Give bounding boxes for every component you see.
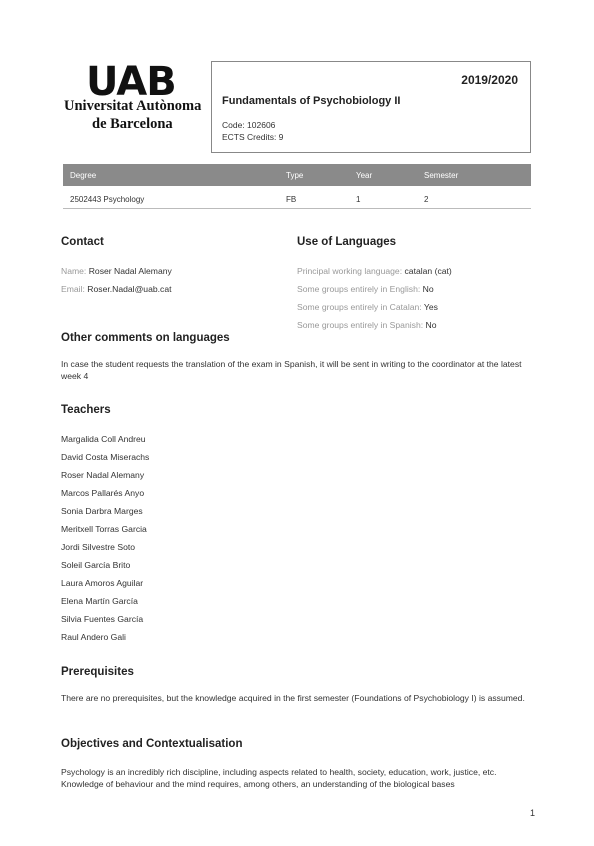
cell-year: 1 [356,195,361,204]
course-header-box [211,61,531,153]
language-label: Some groups entirely in English: [297,284,421,294]
name-label: Name: [61,266,87,276]
prerequisites-heading: Prerequisites [61,666,134,678]
teachers-heading: Teachers [61,404,111,416]
university-name-line2: de Barcelona [92,116,173,132]
header-year: Year [356,171,373,180]
language-item [297,266,452,276]
name-value: Roser Nadal Alemany [88,266,172,276]
teacher-name: Soleil García Brito [61,560,131,570]
cell-type: FB [286,195,297,204]
teacher-name: Raul Andero Gali [61,632,126,642]
teacher-name: Laura Amoros Aguilar [61,578,144,588]
prerequisites-text: There are no prerequisites, but the knowledge acquired in the first semester (Foundations of Psychobiology I) is assumed. [61,693,525,703]
course-table-header [63,164,531,186]
contact-name [61,266,172,276]
cell-degree: 2502443 Psychology [70,195,145,204]
language-item [297,302,438,312]
cell-semester: 2 [424,195,429,204]
university-name-line1: Universitat Autònoma [64,98,202,114]
table-row [63,186,531,209]
languages-heading: Use of Languages [297,236,397,248]
uab-logo-mark: UAB [86,59,176,105]
header-semester: Semester [424,171,459,180]
email-value[interactable]: Roser.Nadal@uab.cat [87,284,172,294]
teacher-name: Marcos Pallarés Anyo [61,488,145,498]
header-degree: Degree [70,171,97,180]
language-label: Principal working language: [297,266,403,276]
language-label: Some groups entirely in Catalan: [297,302,422,312]
teacher-name: Margalida Coll Andreu [61,434,146,444]
teacher-name: Silvia Fuentes García [61,614,144,624]
teacher-name: Jordi Silvestre Soto [61,542,136,552]
language-value: Yes [423,302,438,312]
teacher-name: David Costa Miserachs [61,452,150,462]
teacher-name: Sonia Darbra Marges [61,506,143,516]
language-value: No [425,320,437,330]
page-number: 1 [529,808,535,818]
language-value: No [422,284,434,294]
teacher-name: Elena Martín García [61,596,138,606]
contact-heading: Contact [61,236,104,248]
language-item [297,320,437,330]
course-title: Fundamentals of Psychobiology II [222,95,401,107]
email-label: Email: [61,284,85,294]
academic-year: 2019/2020 [461,73,518,87]
course-code: Code: 102606 [222,120,276,130]
contact-email [61,284,172,294]
teacher-name: Meritxell Torras Garcia [61,524,147,534]
header-type: Type [286,171,304,180]
language-label: Some groups entirely in Spanish: [297,320,424,330]
objectives-text: Psychology is an incredibly rich discipline, including aspects related to health, society, education, work, justice, etc. Knowledge of behaviour and the mind requires, among others, an understanding of the biological bases [61,767,497,789]
objectives-heading: Objectives and Contextualisation [61,738,243,750]
language-value: catalan (cat) [404,266,452,276]
language-item [297,284,434,294]
other-comments-heading: Other comments on languages [61,332,230,344]
ects-credits: ECTS Credits: 9 [222,132,284,142]
other-comments-text: In case the student requests the translation of the exam in Spanish, it will be sent in writing to the coordinator at the latest week 4 [61,359,522,381]
teacher-name: Roser Nadal Alemany [61,470,145,480]
